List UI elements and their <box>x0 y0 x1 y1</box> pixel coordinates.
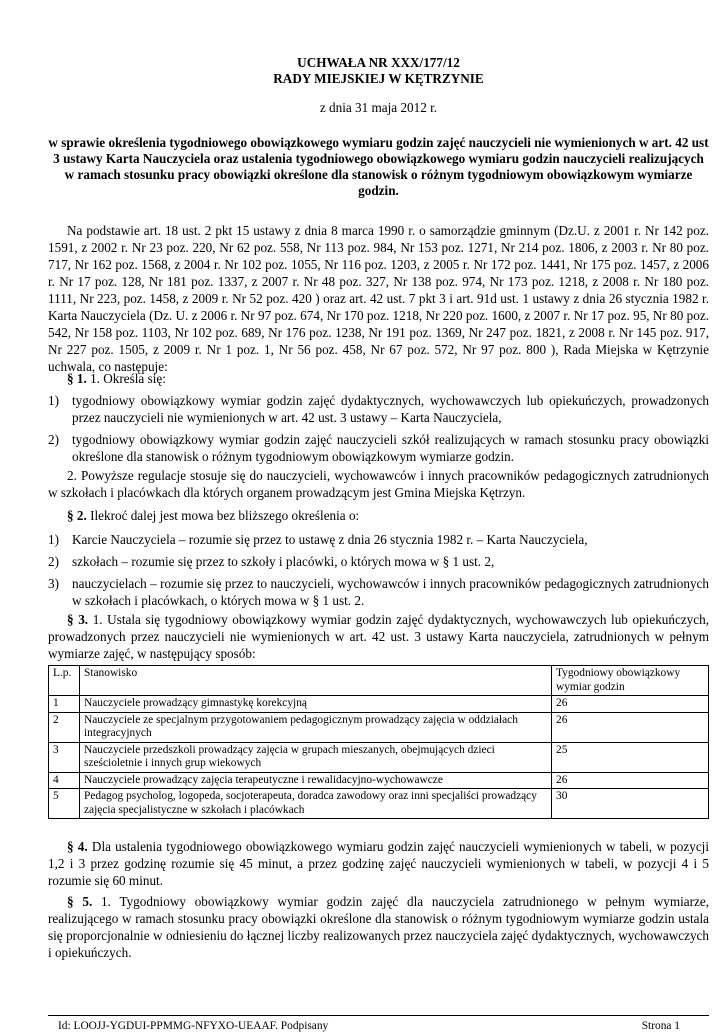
paragraph-1-point-2: 2. Powyższe regulacje stosuje się do nauczycieli, wychowawców i innych pracowników pedagogicznych zatrudnionych w szkołach i placówkach dla których organem prowadzącym jest Gmina Miejska Kętrzyn. <box>48 468 709 500</box>
paragraph-1-intro <box>48 370 709 387</box>
item-number: 2) <box>48 554 59 569</box>
item-text: Karcie Nauczyciela – rozumie się przez to ustawę z dnia 26 stycznia 1982 r. – Karta Nauczyciela, <box>72 532 588 547</box>
table-row <box>49 772 709 789</box>
paragraph-2-label: § 2. <box>67 508 87 523</box>
item-text: nauczycielach – rozumie się przez to nauczycieli, wychowawców i innych pracowników pedagogicznych zatrudnionych w szkołach i placówkach, o których mowa w § 1 ust. 2. <box>72 576 709 608</box>
resolution-title <box>48 55 709 87</box>
item-text: tygodniowy obowiązkowy wymiar godzin zajęć nauczycieli szkół realizujących w ramach stosunku pracy obowiązki określone dla stanowisk o różnym tygodniowym obowiązkowym wymiarze godzin. <box>72 432 709 464</box>
item-number: 1) <box>48 532 59 547</box>
council-name: RADY MIEJSKIEJ W KĘTRZYNIE <box>273 71 484 86</box>
paragraph-2-item-1 <box>48 531 709 548</box>
table-row <box>49 712 709 742</box>
item-text: tygodniowy obowiązkowy wymiar godzin zajęć dydaktycznych, wychowawczych lub opiekuńczych, prowadzonych przez nauczycieli nie wymienionych w art. 42 ust. 3 ustawy – Karta Nauczyciela, <box>72 393 709 425</box>
paragraph-5-label: § 5. <box>67 894 93 909</box>
item-number: 2) <box>48 432 59 447</box>
table-cell-lp: 2 <box>49 712 80 742</box>
table-cell-position: Nauczyciele prowadzący zajęcia terapeutyczne i rewalidacyjno-wychowawcze <box>80 772 552 789</box>
paragraph-1-item-1 <box>48 392 709 426</box>
paragraph-2-intro <box>48 507 709 524</box>
resolution-number: UCHWAŁA NR XXX/177/12 <box>297 55 460 70</box>
paragraph-4-text: Dla ustalenia tygodniowego obowiązkowego wymiaru godzin zajęć nauczycieli wymienionych w tabeli, w pozycji 1,2 i 3 przez godzinę rozumie się 45 minut, a przez godzinę zajęć nauczycieli wymienionych w tabeli, w pozycji 4 i 5 rozumie się 60 minut. <box>48 839 709 888</box>
paragraph-1-intro-text: 1. Określa się: <box>86 371 166 386</box>
paragraph-3-intro-text: 1. Ustala się tygodniowy obowiązkowy wymiar godzin zajęć dydaktycznych, wychowawczych lub opiekuńczych, prowadzonych przez nauczycieli nie wymienionych w art. 42 ust. 3 ustawy Karta nauczyciela, zatrudnionych w pełnym wymiarze zajęć, w następujący sposób: <box>48 612 710 661</box>
table-cell-lp: 4 <box>49 772 80 789</box>
resolution-subject: w sprawie określenia tygodniowego obowiązkowego wymiaru godzin zajęć nauczycieli nie wymienionych w art. 42 ust 3 ustawy Karta Nauczyciela oraz ustalenia tygodniowego obowiązkowego wymiaru godzin nauczycieli realizujących w ramach stosunku pracy obowiązki określone dla stanowisk o różnym tygodniowym obowiązkowym wymiarze godzin. <box>48 135 709 198</box>
paragraph-5-text: 1. Tygodniowy obowiązkowy wymiar godzin zajęć dla nauczyciela zatrudnionego w pełnym wymiarze, realizującego w ramach stosunku pracy obowiązki określone dla stanowisk o różnym tygodniowym wymiarze godzin ustala się proporcjonalnie w odniesieniu do łącznej liczby realizowanych przez nauczyciela zajęć dydaktycznych, wychowawczych i opiekuńczych. <box>48 894 710 960</box>
table-cell-position: Nauczyciele prowadzący gimnastykę korekcyjną <box>80 696 552 713</box>
paragraph-3-intro <box>48 611 709 662</box>
table-cell-lp: 1 <box>49 696 80 713</box>
paragraph-2-item-3 <box>48 575 709 609</box>
table-row <box>49 742 709 772</box>
paragraph-4-label: § 4. <box>67 839 88 854</box>
paragraph-5 <box>48 893 709 961</box>
table-row <box>49 696 709 713</box>
table-cell-hours: 26 <box>552 696 709 713</box>
teaching-hours-table <box>48 665 709 819</box>
item-number: 3) <box>48 576 59 591</box>
table-cell-lp: 5 <box>49 789 80 819</box>
item-number: 1) <box>48 393 59 408</box>
paragraph-2-intro-text: Ilekroć dalej jest mowa bez bliższego określenia o: <box>86 508 360 523</box>
table-header-position: Stanowisko <box>80 666 552 696</box>
table-cell-hours: 26 <box>552 772 709 789</box>
table-header-lp: L.p. <box>49 666 80 696</box>
paragraph-3-label: § 3. <box>67 612 89 627</box>
item-text: szkołach – rozumie się przez to szkoły i placówki, o których mowa w § 1 ust. 2, <box>72 554 495 569</box>
paragraph-2-item-2 <box>48 553 709 570</box>
table-header-hours: Tygodniowy obowiązkowy wymiar godzin <box>552 666 709 696</box>
footer-document-id: Id: LOOJJ-YGDUI-PPMMG-NFYXO-UEAAF. Podpisany <box>58 1020 329 1032</box>
footer-divider <box>48 1015 709 1016</box>
table-cell-position: Pedagog psycholog, logopeda, socjoterapeuta, doradca zawodowy oraz inni specjaliści prowadzący zajęcia specjalistyczne w szkołach i placówkach <box>80 789 552 819</box>
table-cell-position: Nauczyciele przedszkoli prowadzący zajęcia w grupach mieszanych, obejmujących dzieci sześcioletnie i innych grup wiekowych <box>80 742 552 772</box>
table-cell-position: Nauczyciele ze specjalnym przygotowaniem pedagogicznym prowadzący zajęcia w oddziałach integracyjnych <box>80 712 552 742</box>
table-row <box>49 789 709 819</box>
resolution-date: z dnia 31 maja 2012 r. <box>319 100 438 115</box>
table-cell-hours: 25 <box>552 742 709 772</box>
preamble: Na podstawie art. 18 ust. 2 pkt 15 ustawy z dnia 8 marca 1990 r. o samorządzie gminnym (Dz.U. z 2001 r. Nr 142 poz. 1591, z 2002 r. Nr 23 poz. 220, Nr 62 poz. 558, Nr 113 poz. 984, Nr 153 poz. 1271, Nr 214 poz. 1806, z 2003 r. Nr 80 poz. 717, Nr 162 poz. 1568, z 2004 r. Nr 102 poz. 1055, Nr 116 poz. 1203, z 2005 r. Nr 172 poz. 1441, Nr 175 poz. 1457, z 2006 r. Nr 17 poz. 128, Nr 181 poz. 1337, z 2007 r. Nr 48 poz. 327, Nr 138 poz. 974, Nr 173 poz. 1218, z 2008 r. Nr 180 poz. 1111, Nr 223, poz. 1458, z 2009 r. Nr 52 poz. 420 ) oraz art. 42 ust. 7 pkt 3 i art. 91d ust. 1 ustawy z dnia 26 stycznia 1982 r. Karta Nauczyciela (Dz. U. z 2006 r. Nr 97 poz. 674, Nr 170 poz. 1218, Nr 220 poz. 1600, z 2007 r. Nr 17 poz. 95, Nr 80 poz. 542, Nr 158 poz. 1103, Nr 102 poz. 689, Nr 176 poz. 1238, Nr 191 poz. 1369, Nr 247 poz. 1821, z 2008 r. Nr 145 poz. 917, Nr 227 poz. 1505, z 2009 r. Nr 1 poz. 1, Nr 56 poz. 458, Nr 67 poz. 572, Nr 97 poz. 800 ), Rada Miejska w Kętrzynie uchwala, co następuje: <box>48 223 709 374</box>
footer-page-number: Strona 1 <box>641 1020 680 1032</box>
table-header-row <box>49 666 709 696</box>
table-cell-lp: 3 <box>49 742 80 772</box>
paragraph-1-item-2 <box>48 431 709 465</box>
table-cell-hours: 26 <box>552 712 709 742</box>
paragraph-4 <box>48 838 709 889</box>
paragraph-1-label: § 1. <box>67 371 87 386</box>
table-cell-hours: 30 <box>552 789 709 819</box>
